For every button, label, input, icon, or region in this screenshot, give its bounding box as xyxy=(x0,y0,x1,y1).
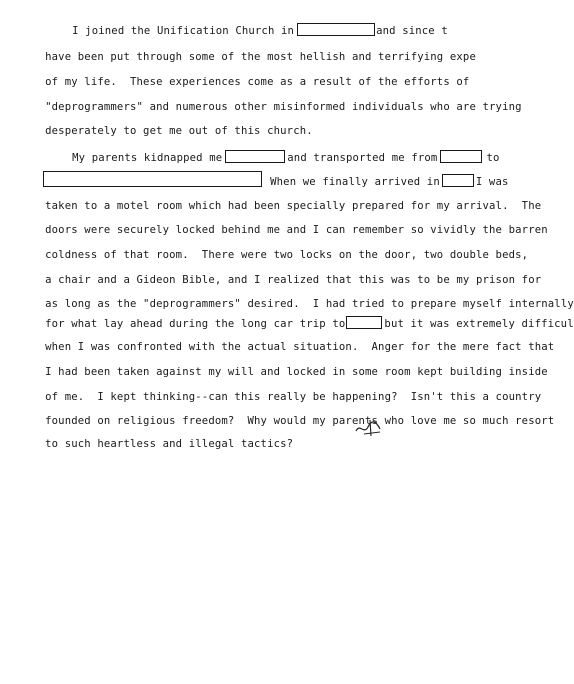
text-line xyxy=(19,283,574,310)
text-segment: to xyxy=(486,152,500,164)
text-segment: and transported me from xyxy=(287,152,438,164)
text-line xyxy=(19,36,476,63)
redaction-box xyxy=(297,23,375,36)
text-segment: taken to a motel room which had been specially prepared for my arrival. The xyxy=(45,200,542,212)
text-line xyxy=(19,351,548,378)
text-segment: have been put through some of the most hellish and terrifying expe xyxy=(45,51,476,63)
text-line xyxy=(46,136,500,164)
text-line xyxy=(19,61,470,88)
text-segment: doors were securely locked behind me and I can remember so vividly the barren xyxy=(45,224,548,236)
text-line xyxy=(19,234,529,261)
text-line xyxy=(19,209,548,236)
handwritten-mark xyxy=(352,417,388,437)
text-segment: My parents kidnapped me xyxy=(72,152,223,164)
text-line xyxy=(19,110,313,137)
text-line xyxy=(19,259,542,286)
text-line xyxy=(19,302,574,330)
text-line xyxy=(19,185,542,212)
text-segment: of me. I kept thinking--can this really be happening? Isn't this a country xyxy=(45,391,542,403)
text-segment: founded on religious freedom? Why would my parents who love me so much resort xyxy=(45,415,555,427)
text-segment: When we finally arrived in xyxy=(270,176,440,188)
text-segment: but it was extremely difficul xyxy=(384,318,574,330)
text-segment: a chair and a Gideon Bible, and I realized that this was to be my prison for xyxy=(45,274,542,286)
text-segment: for what lay ahead during the long car trip to xyxy=(45,318,346,330)
text-line xyxy=(46,9,448,37)
text-segment: and since t xyxy=(376,25,448,37)
text-segment: to such heartless and illegal tactics? xyxy=(45,438,294,450)
text-segment: I was xyxy=(475,176,509,188)
text-line xyxy=(19,326,555,353)
text-segment: "deprogrammers" and numerous other misinformed individuals who are trying xyxy=(45,101,522,113)
text-segment: when I was confronted with the actual situation. Anger for the mere fact that xyxy=(45,341,555,353)
text-segment: of my life. These experiences come as a result of the efforts of xyxy=(45,76,470,88)
text-segment: I joined the Unification Church in xyxy=(72,25,295,37)
text-line xyxy=(19,376,542,403)
text-line xyxy=(19,86,522,113)
text-line xyxy=(19,400,555,427)
text-segment: I had been taken against my will and locked in some room kept building inside xyxy=(45,366,548,378)
text-segment: as long as the "deprogrammers" desired. I had tried to prepare myself internally xyxy=(45,298,574,310)
text-line xyxy=(19,423,294,450)
text-segment: desperately to get me out of this church. xyxy=(45,125,313,137)
text-line xyxy=(17,157,509,188)
text-segment: coldness of that room. There were two locks on the door, two double beds, xyxy=(45,249,529,261)
